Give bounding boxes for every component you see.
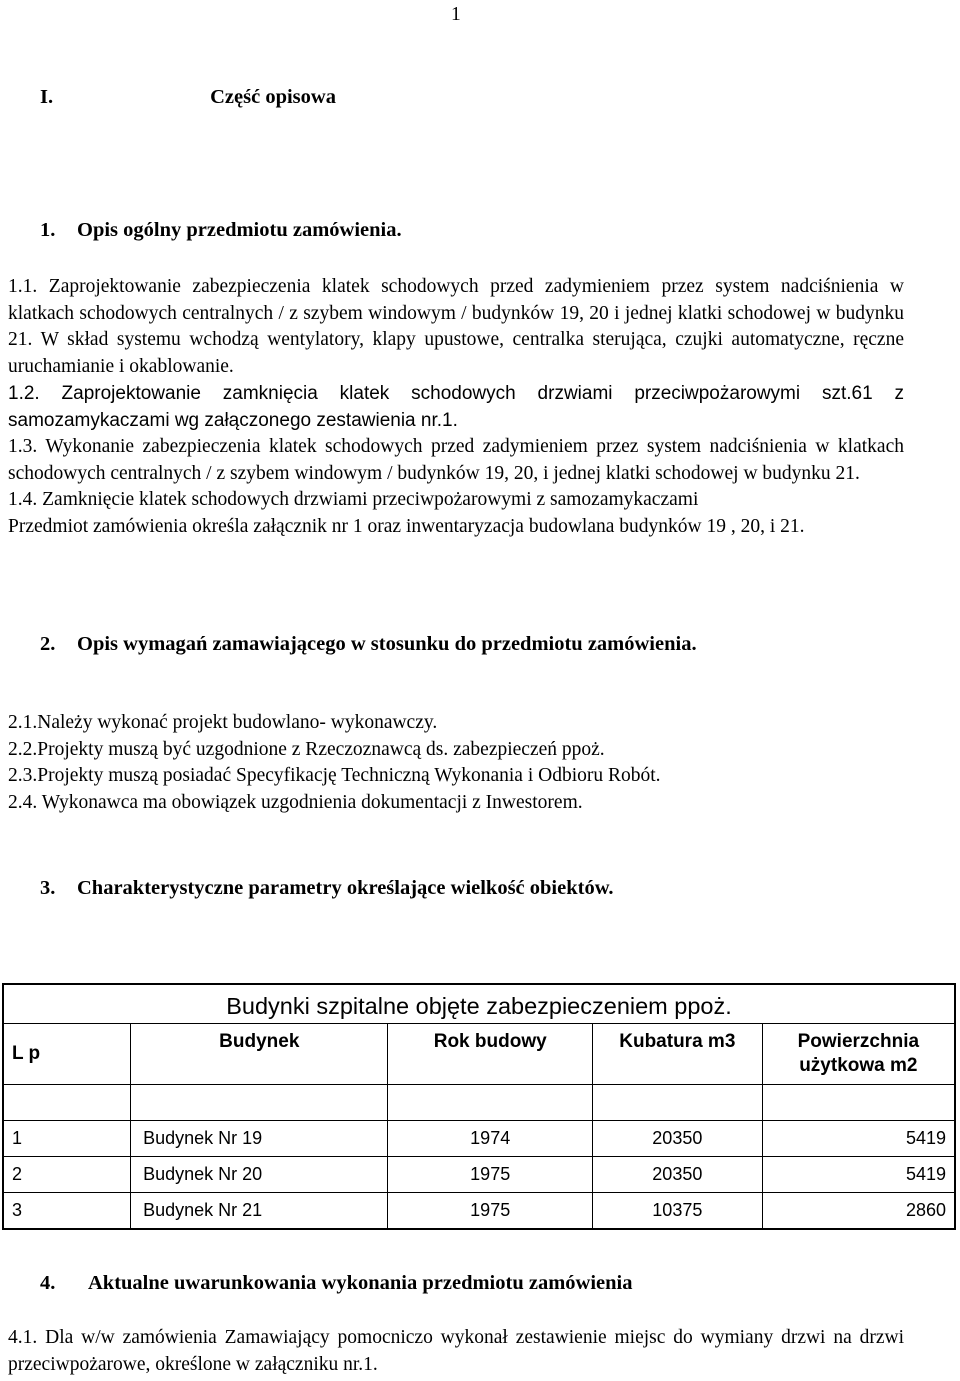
section-2-list: [8, 710, 908, 816]
section-1-body: [8, 274, 904, 540]
cell-lp: 1: [3, 1121, 131, 1157]
list-item: 2.1.Należy wykonać projekt budowlano- wykonawczy.: [8, 712, 438, 733]
part-title: Część opisowa: [210, 86, 336, 108]
paragraph-1-3: 1.3. Wykonanie zabezpieczenia klatek schodowych przed zadymieniem przez system nadciśnienia w klatkach schodowych centralnych / z szybem windowym / budynków 19, 20, i jednej klatki schodowej w budynku 21.: [8, 436, 904, 484]
list-item: 2.2.Projekty muszą być uzgodnione z Rzeczoznawcą ds. zabezpieczeń ppoż.: [8, 738, 605, 760]
paragraph-1-2: 1.2. Zaprojektowanie zamknięcia klatek schodowych drzwiami przeciwpożarowymi szt.61 z samozamykaczami wg załączonego zestawienia nr.1.: [8, 383, 904, 431]
cell-powierzchnia: 5419: [762, 1157, 955, 1193]
cell-rok: 1975: [388, 1157, 593, 1193]
page-number: 1: [451, 4, 461, 25]
section-3-title: Charakterystyczne parametry określające wielkość obiektów.: [77, 877, 614, 899]
buildings-table: [2, 983, 956, 1230]
section-4-heading: [40, 1270, 632, 1297]
part-number: I.: [40, 86, 54, 108]
paragraph-scope: Przedmiot zamówienia określa załącznik nr 1 oraz inwentaryzacja budowlana budynków 19 , 20, i 21.: [8, 515, 805, 537]
section-1-heading: [40, 217, 402, 244]
section-2-title: Opis wymagań zamawiającego w stosunku do przedmiotu zamówienia.: [77, 633, 697, 655]
section-4-title: Aktualne uwarunkowania wykonania przedmiotu zamówienia: [88, 1272, 633, 1294]
cell-kubatura: 20350: [592, 1157, 762, 1193]
header-kubatura: Kubatura m3: [592, 1024, 762, 1085]
table-row: [3, 1121, 955, 1157]
cell-lp: 3: [3, 1193, 131, 1230]
cell-budynek: Budynek Nr 19: [131, 1121, 388, 1157]
header-powierzchnia: Powierzchnia użytkowa m2: [762, 1024, 955, 1085]
section-2-number: 2.: [40, 633, 56, 655]
table-row: [3, 1193, 955, 1230]
section-3-heading: [40, 875, 614, 902]
part-heading: [40, 84, 336, 111]
section-4-number: 4.: [40, 1272, 56, 1294]
header-lp: L p: [3, 1024, 131, 1085]
cell-powierzchnia: 2860: [762, 1193, 955, 1230]
section-2-heading: [40, 631, 697, 658]
cell-kubatura: 10375: [592, 1193, 762, 1230]
header-budynek: Budynek: [131, 1024, 388, 1085]
paragraph-1-4: 1.4. Zamknięcie klatek schodowych drzwiami przeciwpożarowymi z samozamykaczami: [8, 489, 699, 510]
table-caption-row: [3, 984, 955, 1024]
cell-rok: 1974: [388, 1121, 593, 1157]
section-1-title: Opis ogólny przedmiotu zamówienia.: [77, 219, 402, 241]
header-rok-budowy: Rok budowy: [388, 1024, 593, 1085]
paragraph-4-1: 4.1. Dla w/w zamówienia Zamawiający pomocniczo wykonał zestawienie miejsc do wymiany drzwi na drzwi przeciwpożarowe, określone w załączniku nr.1.: [8, 1327, 904, 1375]
table-spacer-row: [3, 1085, 955, 1121]
cell-budynek: Budynek Nr 21: [131, 1193, 388, 1230]
list-item: 2.3.Projekty muszą posiadać Specyfikację Techniczną Wykonania i Odbioru Robót.: [8, 765, 661, 786]
section-3-number: 3.: [40, 877, 56, 899]
table-row: [3, 1157, 955, 1193]
section-4-body: [8, 1325, 904, 1378]
cell-budynek: Budynek Nr 20: [131, 1157, 388, 1193]
list-item: 2.4. Wykonawca ma obowiązek uzgodnienia dokumentacji z Inwestorem.: [8, 791, 583, 813]
table-header-row: [3, 1024, 955, 1085]
paragraph-1-1: 1.1. Zaprojektowanie zabezpieczenia klatek schodowych przed zadymieniem przez system nadciśnienia w klatkach schodowych centralnych / z szybem windowym / budynków 19, 20 i jednej klatki schodowej w budynku 21. W skład systemu wchodzą wentylatory, klapy upustowe, centralka sterująca, czujki automatyczne, ręczne uruchamianie i okablowanie.: [8, 276, 904, 377]
cell-rok: 1975: [388, 1193, 593, 1230]
table-caption: Budynki szpitalne objęte zabezpieczeniem ppoż.: [3, 984, 955, 1024]
section-1-number: 1.: [40, 219, 56, 241]
cell-kubatura: 20350: [592, 1121, 762, 1157]
cell-powierzchnia: 5419: [762, 1121, 955, 1157]
cell-lp: 2: [3, 1157, 131, 1193]
